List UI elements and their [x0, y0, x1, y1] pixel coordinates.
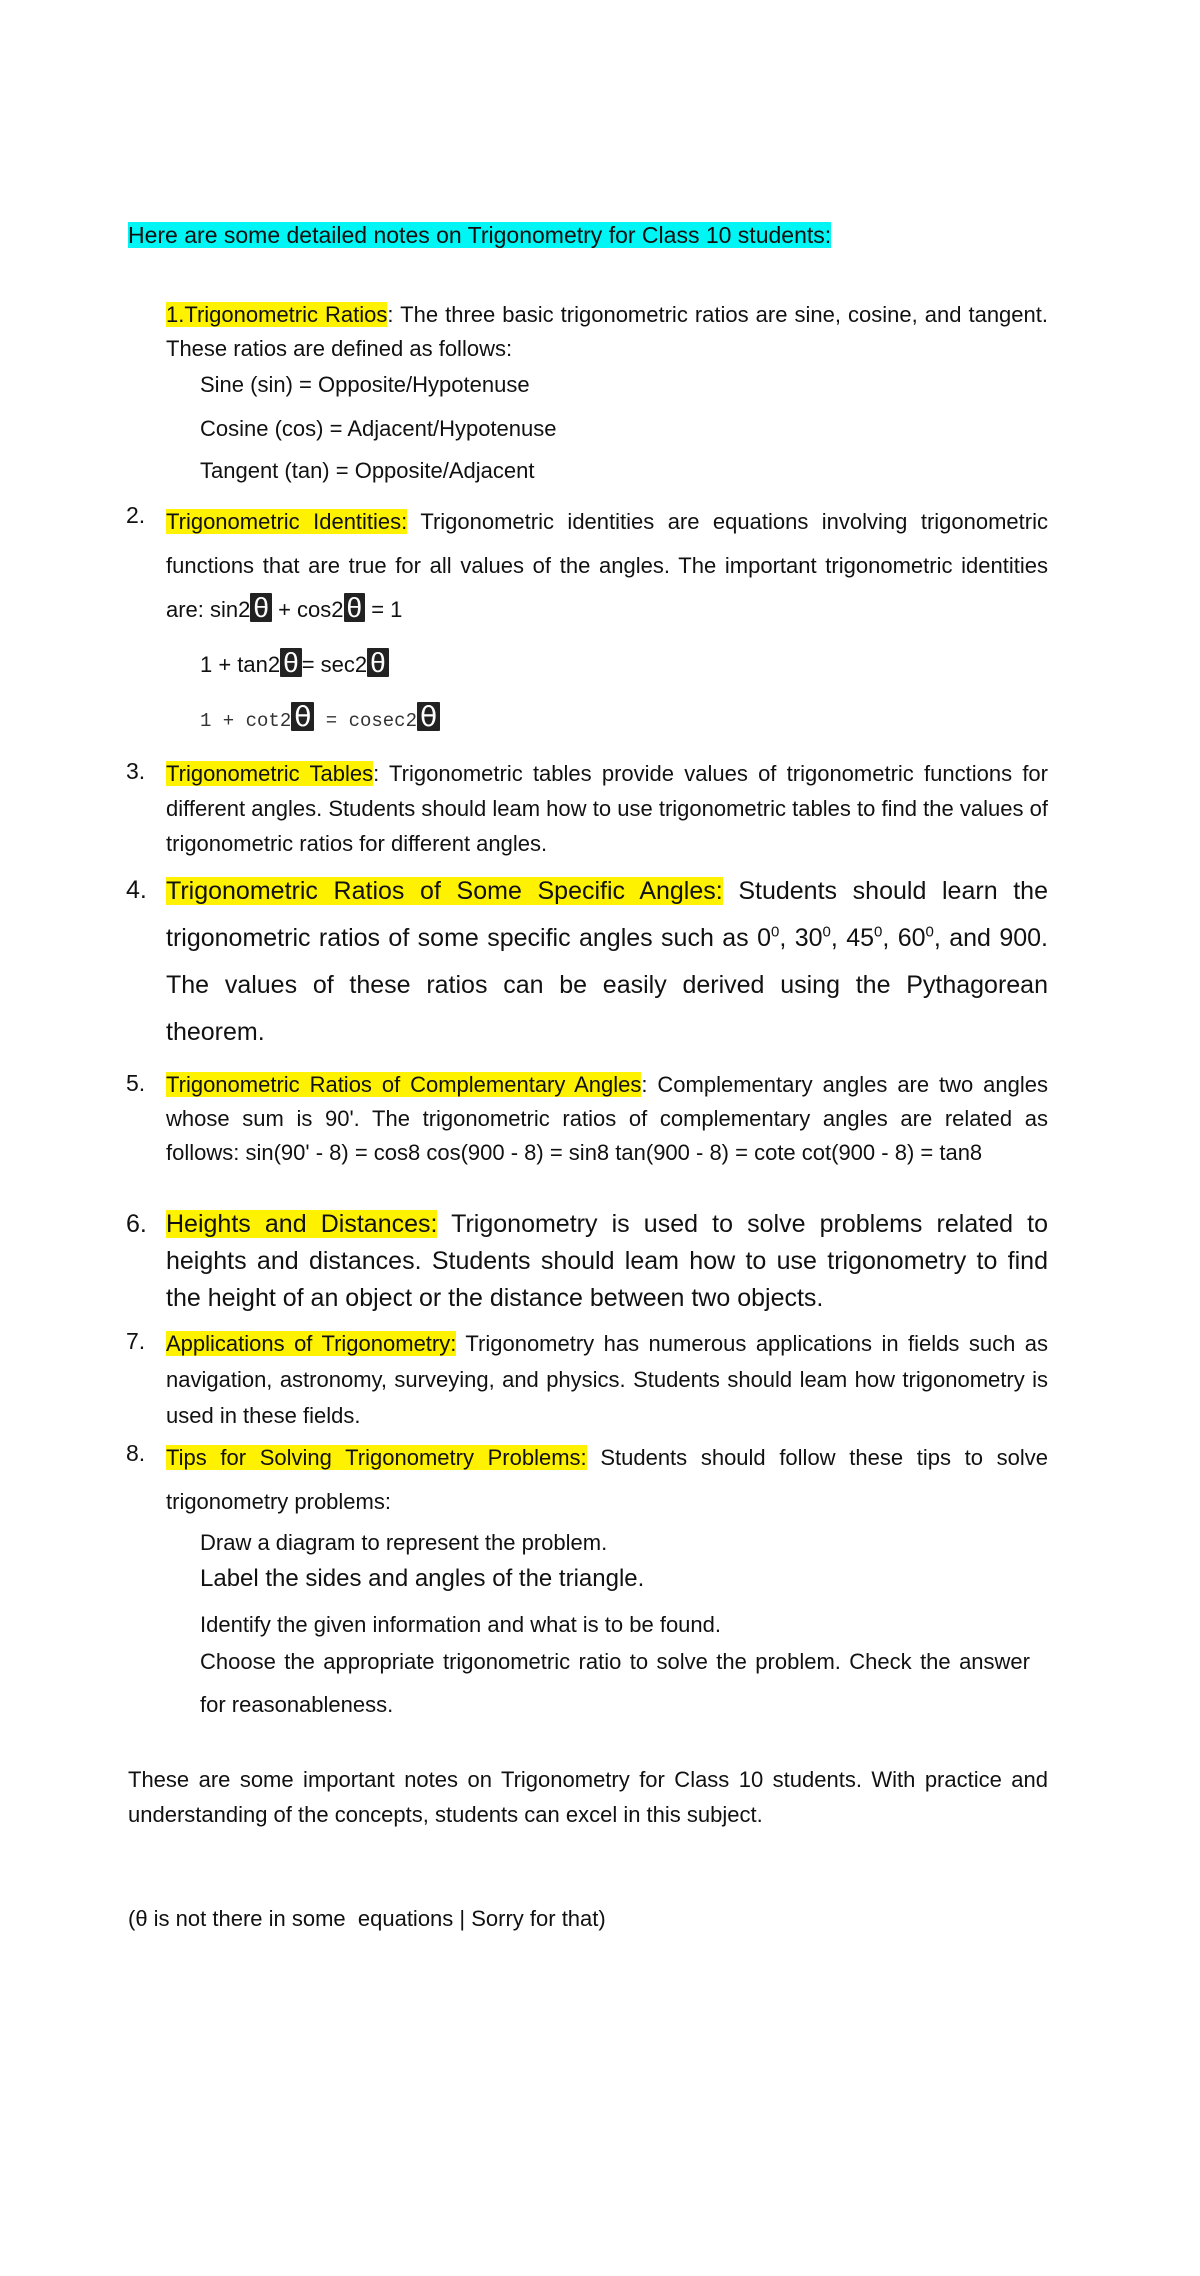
conclusion: These are some important notes on Trigonometry for Class 10 students. With practice and understanding of the concepts, students can excel in this subject. [128, 1767, 1048, 1827]
identity-1 [210, 592, 403, 623]
item-1-line-tangent: Tangent (tan) = Opposite/Adjacent [200, 458, 535, 483]
item-3 [166, 756, 1048, 861]
identity-3-right: = cosec2 [314, 710, 417, 732]
item-8-number: 8. [126, 1440, 146, 1466]
item-8-heading: Tips for Solving Trigonometry Problems: [166, 1445, 587, 1470]
item-4-body-b: The values of these ratios can be easily derived using the Pythagorean theorem. [166, 971, 1048, 1046]
identity-2 [200, 648, 389, 678]
item-4-heading: Trigonometric Ratios of Some Specific Angles: [166, 877, 723, 905]
item-2-body: Trigonometric identities are equations involving trigonometric functions that are true for all values of the angles. The important trigonometric identities are: [166, 509, 1048, 622]
theta-icon: θ [367, 648, 389, 677]
angle-0: $0^0$, [757, 923, 795, 952]
theta-icon: θ [417, 702, 440, 731]
item-1 [166, 298, 1048, 366]
item-3-heading: Trigonometric Tables [166, 761, 374, 786]
item-5-heading: Trigonometric Ratios of Complementary Angles [166, 1072, 642, 1097]
item-1-line-sine: Sine (sin) = Opposite/Hypotenuse [200, 372, 530, 397]
tip-3: Identify the given information and what is to be found. [200, 1612, 721, 1637]
identity-1-sin: sin2 [210, 597, 251, 622]
item-3-separator: : [373, 761, 380, 786]
theta-icon: θ [291, 702, 314, 731]
item-8-body: Students should follow these tips to solve trigonometry problems: [166, 1445, 1048, 1514]
item-6-heading: Heights and Distances: [166, 1210, 438, 1238]
item-7-heading: Applications of Trigonometry: [166, 1331, 457, 1356]
item-1-body: The three basic trigonometric ratios are sine, cosine, and tangent. These ratios are defined as follows: [166, 302, 1048, 361]
theta-icon: θ [344, 593, 366, 622]
item-5-separator: : [641, 1072, 648, 1097]
item-1-separator: : [387, 302, 394, 327]
tip-2: Label the sides and angles of the triangle. [200, 1565, 645, 1592]
item-7-number: 7. [126, 1328, 146, 1354]
tip-4: Choose the appropriate trigonometric ratio to solve the problem. Check the answer for reasonableness. [200, 1649, 1030, 1717]
item-4-number: 4. [126, 876, 147, 904]
intro-highlight: Here are some detailed notes on Trigonometry for Class 10 students: [128, 222, 832, 248]
intro-heading [128, 222, 831, 249]
identity-3 [200, 702, 440, 732]
item-7-body: Trigonometry has numerous applications in fields such as navigation, astronomy, surveying, and physics. Students should leam how trigonometry is used in these fields. [166, 1331, 1048, 1428]
item-3-number: 3. [126, 758, 146, 784]
angle-30: $30^0$, [794, 923, 847, 952]
item-6 [166, 1206, 1048, 1317]
theta-icon: θ [280, 648, 302, 677]
item-1-heading: 1.Trigonometric Ratios [166, 302, 388, 327]
identity-1-result: = 1 [365, 597, 403, 622]
item-5-number: 5. [126, 1070, 146, 1096]
item-1-line-cosine: Cosine (cos) = Adjacent/Hypotenuse [200, 416, 557, 441]
identity-1-cos: + cos2 [271, 597, 344, 622]
item-2 [166, 500, 1048, 632]
angle-45: $45^0$, [846, 923, 898, 952]
footnote: (θ is not there in some equations | Sorry for that) [128, 1906, 606, 1931]
item-2-number: 2. [126, 502, 146, 528]
item-3-body: Trigonometric tables provide values of trigonometric functions for different angles. Students should leam how to use trigonometric tables to find the values of trigonometric ratios for different angles. [166, 761, 1048, 856]
item-7 [166, 1326, 1048, 1434]
identity-3-left: 1 + cot2 [200, 710, 292, 732]
item-5-body: Complementary angles are two angles whose sum is 90'. The trigonometric ratios of complementary angles are related as follows: sin(90' - 8) = cos8 cos(900 - 8) = sin8 tan(900 - 8) = cote cot(900 - 8) = tan8 [166, 1072, 1049, 1165]
identity-2-right: = sec2 [301, 652, 368, 677]
tip-1: Draw a diagram to represent the problem. [200, 1530, 608, 1555]
item-2-heading: Trigonometric Identities: [166, 509, 408, 534]
item-8 [166, 1436, 1048, 1524]
angle-60: $60^0$, and 900. [897, 923, 1048, 952]
item-6-number: 6. [126, 1210, 147, 1238]
item-4-body-a: Students should learn the trigonometric ratios of some specific angles such as [166, 877, 1048, 952]
item-4 [166, 868, 1048, 1056]
theta-icon: θ [250, 593, 272, 622]
item-6-body: Trigonometry is used to solve problems related to heights and distances. Students should leam how to use trigonometry to find the height of an object or the distance between two objects. [166, 1210, 1048, 1312]
item-5 [166, 1068, 1048, 1170]
identity-2-left: 1 + tan2 [200, 652, 281, 677]
